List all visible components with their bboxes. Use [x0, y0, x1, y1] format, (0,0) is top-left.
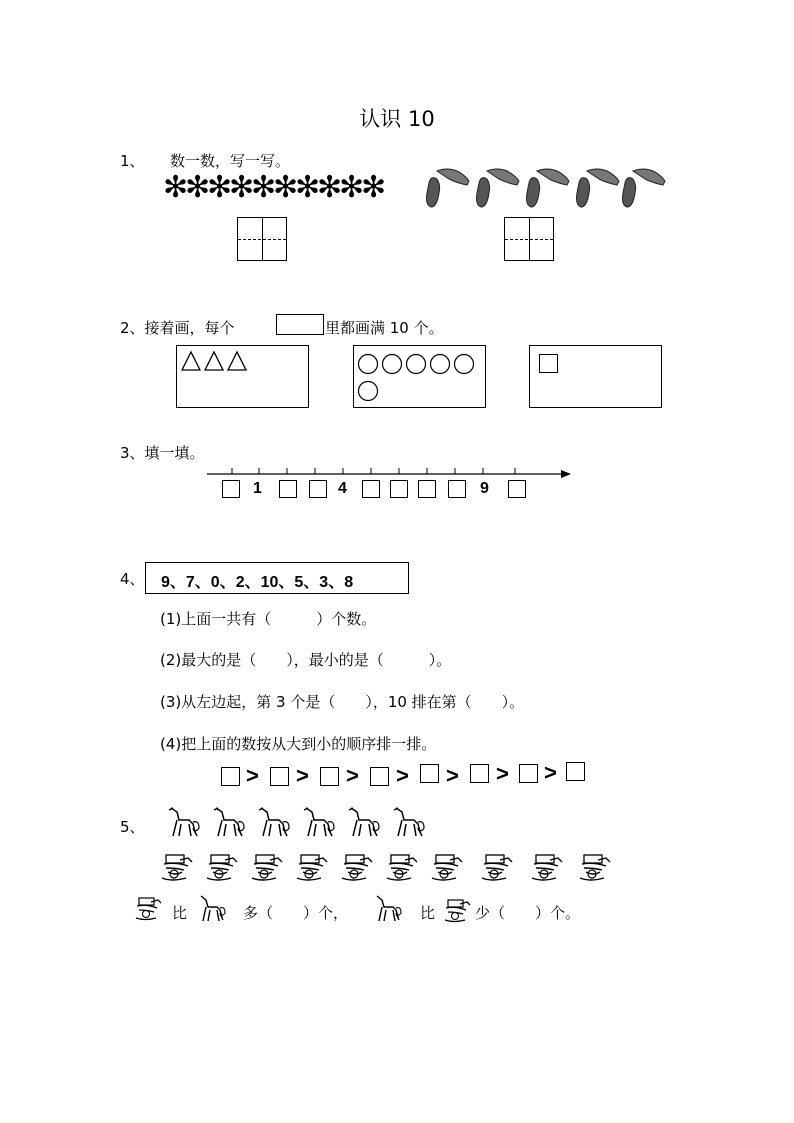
greater-than-sign: > — [544, 760, 557, 785]
bear-icon — [295, 852, 331, 884]
shoe-icon — [423, 165, 473, 213]
q3-label: 3、填一填。 — [120, 444, 205, 462]
word-bi-1: 比 — [172, 904, 188, 922]
bear-row — [160, 852, 620, 886]
asterisk-flower-icon: ✻ — [361, 170, 387, 205]
blank-box-5[interactable] — [362, 480, 380, 498]
flower-row — [163, 170, 387, 210]
q1-instruction: 数一数，写一写。 — [170, 152, 291, 170]
triangle-icons — [181, 350, 251, 372]
circle-icons — [357, 349, 482, 405]
blank-box-2[interactable] — [279, 480, 297, 498]
asterisk-flower-icon: ✻ — [273, 170, 299, 205]
word-shao: 少（ ）个。 — [475, 904, 581, 922]
horse-icon — [255, 806, 291, 840]
asterisk-flower-icon: ✻ — [229, 170, 255, 205]
asterisk-flower-icon: ✻ — [339, 170, 365, 205]
asterisk-flower-icon: ✻ — [317, 170, 343, 205]
shoe-icon — [473, 165, 523, 213]
number-9: 9 — [480, 480, 489, 497]
horse-icon — [372, 894, 404, 924]
greater-than-sign: > — [396, 763, 409, 788]
horse-icon — [390, 806, 426, 840]
q1-number: 1、 — [120, 152, 145, 170]
bear-icon — [480, 852, 516, 884]
greater-than-sign: > — [346, 763, 359, 788]
blank-box-3[interactable] — [309, 480, 327, 498]
asterisk-flower-icon: ✻ — [251, 170, 277, 205]
bear-icon — [385, 852, 421, 884]
order-box-3[interactable] — [320, 767, 339, 786]
q2-sample-frame — [276, 314, 324, 335]
order-box-8[interactable] — [566, 762, 585, 781]
asterisk-flower-icon: ✻ — [185, 170, 211, 205]
word-duo: 多（ ）个， — [243, 904, 349, 922]
bear-icon — [250, 852, 286, 884]
number-1: 1 — [253, 480, 262, 497]
horse-icon — [196, 894, 228, 924]
bear-icon — [430, 852, 466, 884]
blank-box-7[interactable] — [418, 480, 436, 498]
writing-box-flowers[interactable] — [237, 217, 287, 261]
greater-than-sign: > — [446, 763, 459, 788]
blank-box-8[interactable] — [448, 480, 466, 498]
blank-box-0[interactable] — [222, 480, 240, 498]
writing-box-shoes[interactable] — [504, 217, 554, 261]
asterisk-flower-icon: ✻ — [295, 170, 321, 205]
greater-than-sign: > — [296, 763, 309, 788]
blank-box-10[interactable] — [508, 480, 526, 498]
bear-icon — [134, 896, 164, 924]
horse-row — [165, 806, 435, 842]
bear-icon — [530, 852, 566, 884]
bear-icon — [443, 898, 473, 926]
circle-frame[interactable] — [353, 345, 486, 408]
horse-icon — [345, 806, 381, 840]
q4-number: 4、 — [120, 570, 145, 588]
q2-suffix: 里都画满 10 个。 — [325, 319, 444, 337]
order-box-5[interactable] — [420, 764, 439, 783]
bear-icon — [160, 852, 196, 884]
square-icon — [539, 354, 558, 373]
q4-sub3: (3)从左边起，第 3 个是（ ），10 排在第（ ）。 — [160, 693, 525, 711]
horse-icon — [165, 806, 201, 840]
order-box-7[interactable] — [519, 764, 538, 783]
q4-sub4: (4)把上面的数按从大到小的顺序排一排。 — [160, 735, 437, 753]
q4-numbers: 9、7、0、2、10、5、3、8 — [161, 574, 354, 591]
blank-box-6[interactable] — [390, 480, 408, 498]
shoe-icon — [573, 165, 623, 213]
order-box-2[interactable] — [270, 767, 289, 786]
q5-number: 5、 — [120, 818, 145, 836]
order-box-4[interactable] — [370, 767, 389, 786]
triangle-frame[interactable] — [176, 345, 309, 408]
q4-sub2: (2)最大的是（ ），最小的是（ ）。 — [160, 651, 452, 669]
shoe-row — [423, 165, 673, 215]
page-title: 认识 10 — [359, 107, 435, 131]
q4-number-set-box — [145, 562, 409, 594]
number-4: 4 — [338, 480, 347, 497]
bear-icon — [578, 852, 614, 884]
asterisk-flower-icon: ✻ — [163, 170, 189, 205]
square-frame[interactable] — [529, 345, 662, 408]
horse-icon — [210, 806, 246, 840]
order-box-6[interactable] — [470, 764, 489, 783]
q2-prefix: 2、接着画，每个 — [120, 319, 235, 337]
greater-than-sign: > — [496, 761, 509, 786]
shoe-icon — [523, 165, 573, 213]
horse-icon — [300, 806, 336, 840]
bear-icon — [205, 852, 241, 884]
order-box-1[interactable] — [221, 767, 240, 786]
greater-than-sign: > — [246, 763, 259, 788]
shoe-icon — [619, 165, 669, 213]
q4-sub1: (1)上面一共有（ ）个数。 — [160, 610, 377, 628]
asterisk-flower-icon: ✻ — [207, 170, 233, 205]
word-bi-2: 比 — [420, 904, 436, 922]
bear-icon — [340, 852, 376, 884]
